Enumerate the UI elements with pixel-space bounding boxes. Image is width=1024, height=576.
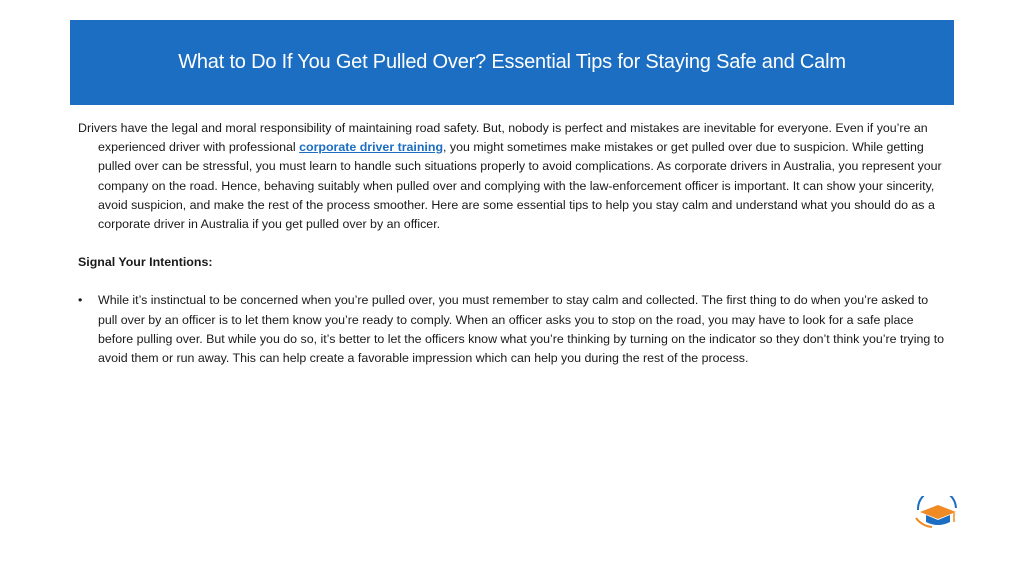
bullet-icon: • <box>78 293 83 308</box>
intro-text-after-link: , you might sometimes make mistakes or get pulled over due to suspicion. While getting pulled over can be stressful, you must learn to handle such situations properly to avoid complications. As corporate drivers in Australia, you represent your company on the road. Hence, behaving suitably when pulled over and complying with the law-enforcement officer is important. It can show your sincerity, avoid suspicion, and make the rest of the process smoother. Here are some essential tips to help you stay calm and understand what you should do as a corporate driver in Australia if you get pulled over by an officer. <box>98 140 942 232</box>
list-item <box>78 291 948 368</box>
graduation-cap-logo-icon <box>912 496 962 530</box>
title-bar <box>70 20 954 105</box>
intro-paragraph <box>78 119 948 234</box>
content-area <box>78 119 948 368</box>
page-title: What to Do If You Get Pulled Over? Essential Tips for Staying Safe and Calm <box>178 51 846 73</box>
bullet-text: While it’s instinctual to be concerned when you’re pulled over, you must remember to stay calm and collected. The first thing to do when you’re asked to pull over by an officer is to let them know you’re ready to comply. When an officer asks you to stop on the road, you may have to look for a safe place before pulling over. But while you do so, it’s better to let the officers know what you’re thinking by turning on the indicator so they don’t think you’re trying to avoid them or run away. This can help create a favorable impression which can help you during the rest of the process. <box>98 293 945 366</box>
section-heading: Signal Your Intentions: <box>78 255 213 270</box>
logo-cap-top <box>920 505 956 519</box>
intro-text-before-link: Drivers have the legal and moral responsibility of maintaining road safety. But, nobody is perfect and mistakes are inevitable for everyone. Even if you’re an experienced driver with professional <box>78 121 928 155</box>
corporate-driver-training-link[interactable]: corporate driver training <box>299 140 444 155</box>
